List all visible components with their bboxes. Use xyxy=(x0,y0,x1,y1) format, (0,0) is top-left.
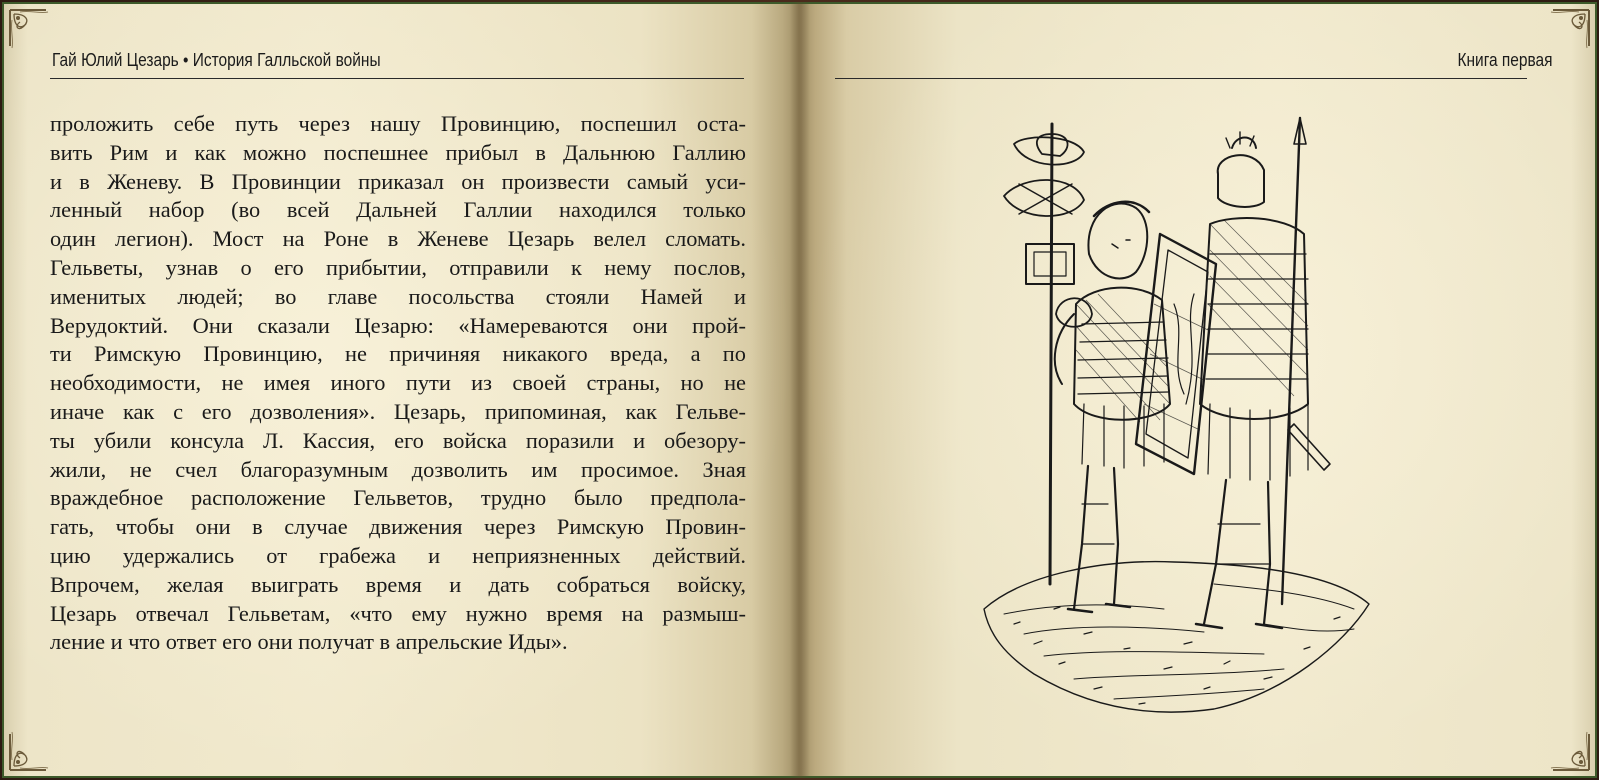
text-line: необходимости, не имея иного пути из своей страны, но не xyxy=(50,370,746,396)
text-line: цию удержались от грабежа и неприязненных действий. xyxy=(50,542,746,568)
text-line: жили, не счел благоразумным дозволить им просимое. Зная xyxy=(50,456,746,482)
text-line: иначе как с его дозволения». Цезарь, припоминая, как Гельве- xyxy=(50,398,746,424)
running-head-left: Гай Юлий Цезарь • История Галльской войны xyxy=(52,50,381,70)
right-page[interactable] xyxy=(799,2,1597,778)
text-line: ты убили консула Л. Кассия, его войска поразили и обезору- xyxy=(50,427,746,453)
text-line: Впрочем, желая выиграть время и дать собраться войску, xyxy=(50,571,746,597)
text-line: ление и что ответ его они получат в апрельские Иды». xyxy=(50,629,568,655)
header-rule xyxy=(835,78,1527,79)
text-line: Гельветы, узнав о его прибытии, отправили к нему послов, xyxy=(50,254,746,280)
text-line: враждебное расположение Гельветов, трудно было предпола- xyxy=(50,485,746,511)
text-line: ти Римскую Провинцию, не причиняя никакого вреда, а по xyxy=(50,341,746,367)
page-body-text xyxy=(50,110,746,657)
text-line: Верудоктий. Они сказали Цезарю: «Намереваются они прой- xyxy=(50,312,746,338)
book-spine xyxy=(790,2,810,778)
roman-soldiers-engraving-icon xyxy=(964,104,1384,724)
ornament-corner-icon xyxy=(6,710,70,774)
left-page[interactable] xyxy=(2,2,799,778)
text-line: вить Рим и как можно поспешнее прибыл в Дальнюю Галлию xyxy=(50,139,746,165)
text-line: гать, чтобы они в случае движения через Римскую Провин- xyxy=(50,514,746,540)
running-head-right: Книга первая xyxy=(1457,50,1553,70)
text-line: проложить себе путь через нашу Провинцию, поспешил оста- xyxy=(50,111,746,136)
text-line: и в Женеву. В Провинции приказал он произвести самый уси- xyxy=(50,168,746,194)
ornament-corner-icon xyxy=(1529,710,1593,774)
text-line: один легион). Мост на Роне в Женеве Цезарь велел сломать. xyxy=(50,226,746,252)
text-line: именитых людей; во главе посольства стояли Намей и xyxy=(50,283,746,309)
text-line: Цезарь отвечал Гельветам, «что ему нужно время на размыш- xyxy=(50,600,746,626)
text-line: ленный набор (во всей Дальней Галлии находился только xyxy=(50,197,746,223)
header-rule xyxy=(50,78,744,79)
